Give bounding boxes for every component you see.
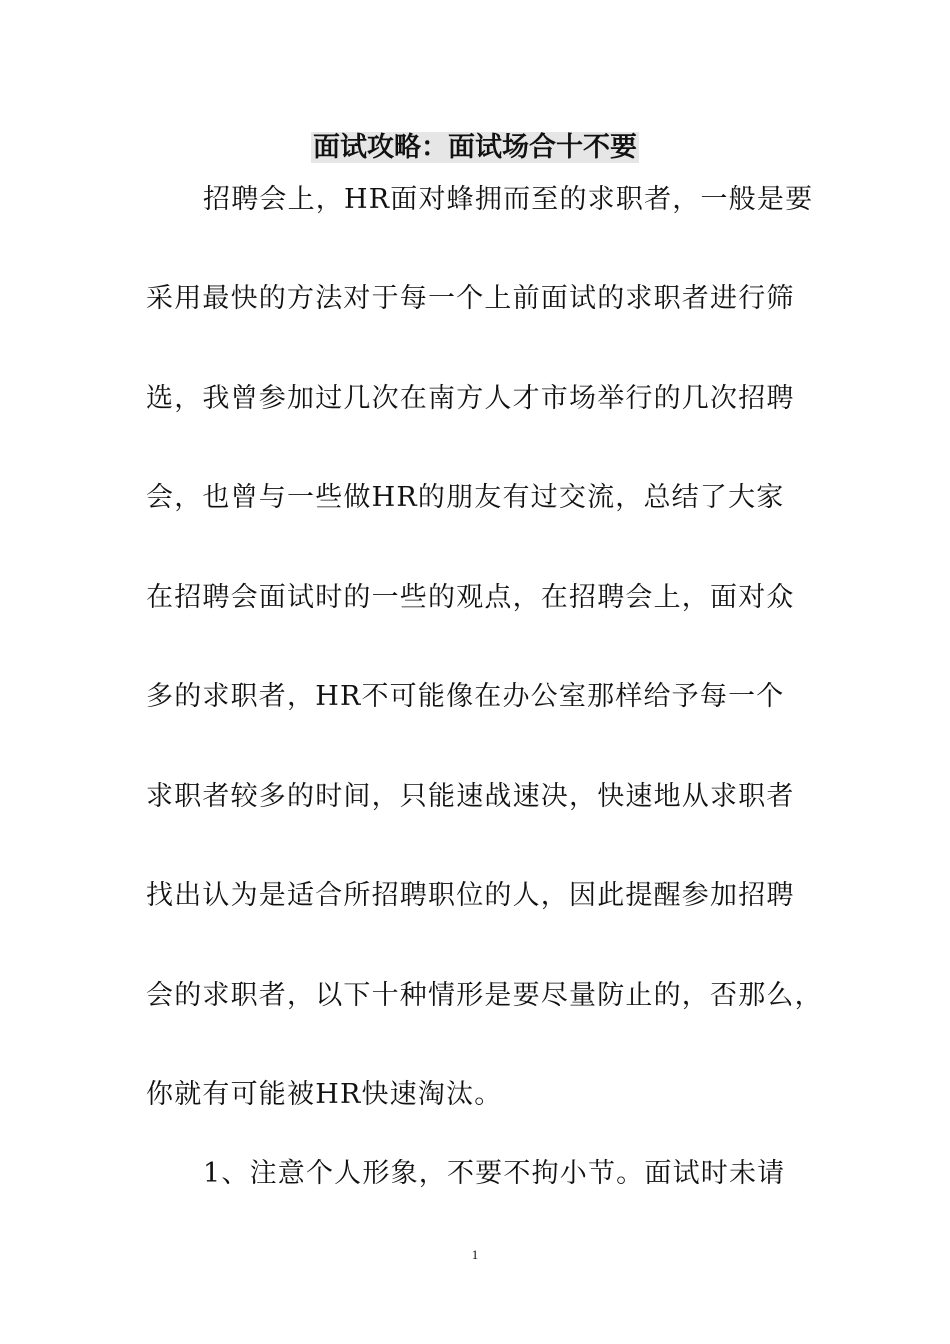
- paragraph-line: 求职者较多的时间，只能速战速决，快速地从求职者: [146, 781, 795, 812]
- title-text: 面试攻略：面试场合十不要: [313, 132, 637, 163]
- paragraph-line: 多的求职者，HR不可能像在办公室那样给予每一个: [146, 681, 785, 712]
- paragraph-line: 会的求职者，以下十种情形是要尽量防止的，否那么，: [146, 980, 823, 1011]
- paragraph-line: 招聘会上，HR面对蜂拥而至的求职者，一般是要: [203, 184, 814, 215]
- paragraph-line: 会，也曾与一些做HR的朋友有过交流，总结了大家: [146, 482, 785, 513]
- paragraph-line: 1、注意个人形象，不要不拘小节。面试时未请: [203, 1158, 786, 1189]
- paragraph-line: 你就有可能被HR快速淘汰。: [146, 1079, 503, 1110]
- page-number: 1: [471, 1247, 479, 1262]
- paragraph-line: 在招聘会面试时的一些的观点，在招聘会上，面对众: [146, 582, 795, 613]
- document-title: [0, 128, 950, 168]
- paragraph-line: 选，我曾参加过几次在南方人才市场举行的几次招聘: [146, 383, 795, 414]
- paragraph-line: 采用最快的方法对于每一个上前面试的求职者进行筛: [146, 283, 795, 314]
- paragraph-line: 找出认为是适合所招聘职位的人，因此提醒参加招聘: [146, 880, 795, 911]
